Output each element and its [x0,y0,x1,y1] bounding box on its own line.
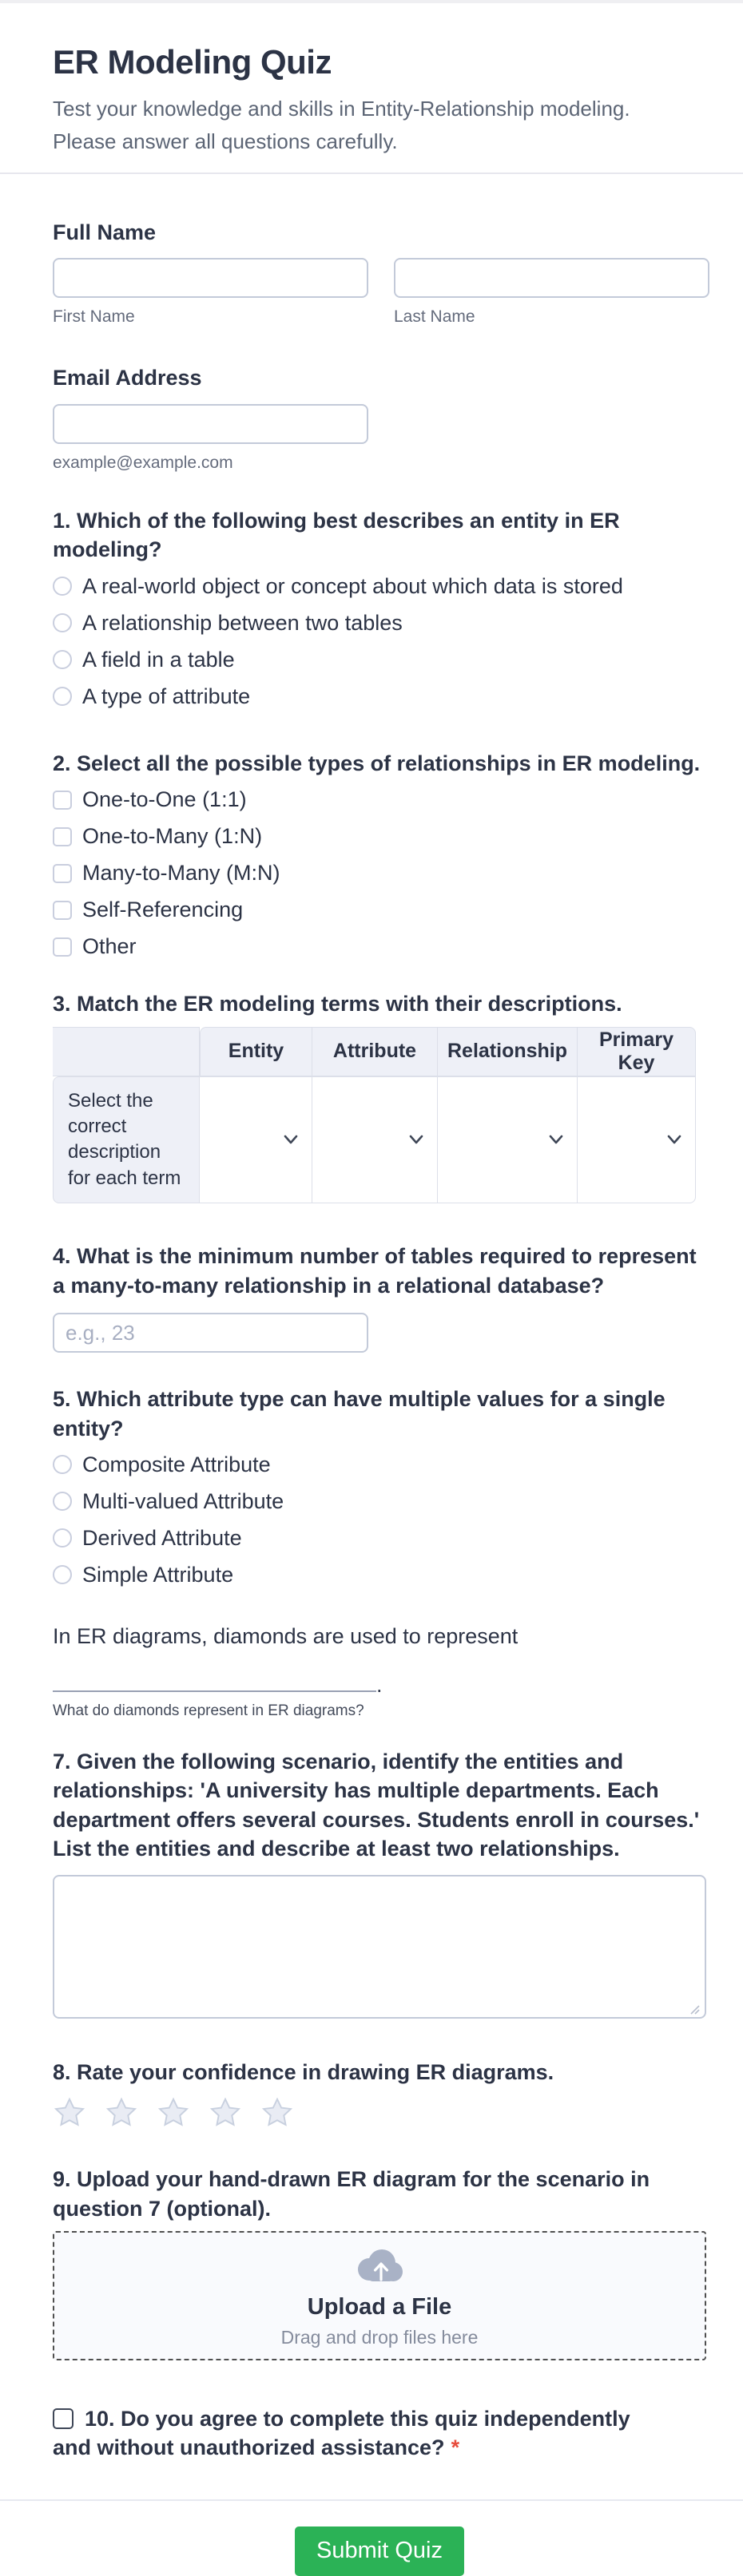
matrix-col-header: Attribute [312,1027,438,1076]
q2-label: 2. Select all the possible types of relationships in ER modeling. [53,751,701,775]
matrix-table [53,1027,696,1204]
q2-option-label: Other [82,934,137,959]
q2-option-label: Many-to-Many (M:N) [82,861,280,886]
q1-option-row[interactable] [53,574,706,599]
q5-option-row[interactable] [53,1526,706,1551]
email-label: Email Address [53,366,202,390]
upload-cloud-icon [348,2243,411,2288]
q6-blank-row [53,1673,706,1698]
form-header [0,3,743,174]
matrix-corner-cell [53,1027,200,1076]
checkbox-icon[interactable] [53,901,72,920]
radio-icon[interactable] [53,1565,72,1584]
question-7 [53,1747,706,2023]
q5-option-label: Multi-valued Attribute [82,1488,284,1513]
first-name-col [53,258,368,327]
matrix-dropdown-attribute[interactable] [312,1076,438,1204]
star-icon[interactable] [157,2096,190,2130]
question-3 [53,989,706,1203]
question-6 [53,1624,706,1720]
q6-blank-input[interactable] [53,1687,376,1692]
question-5 [53,1385,706,1587]
q5-option-row[interactable] [53,1489,706,1514]
file-upload-dropzone[interactable] [53,2231,706,2360]
q5-option-label: Composite Attribute [82,1452,271,1476]
star-icon[interactable] [260,2096,294,2130]
q6-sublabel: What do diamonds represent in ER diagrams? [53,1702,364,1719]
q1-option-row[interactable] [53,611,706,636]
q4-label: 4. What is the minimum number of tables required to represent a many-to-many relationship in a relational database? [53,1244,697,1298]
q1-option-label: A type of attribute [82,684,251,708]
q4-number-input[interactable] [53,1313,368,1353]
q1-option-row[interactable] [53,684,706,709]
radio-icon[interactable] [53,650,72,669]
checkbox-icon[interactable] [53,827,72,846]
question-email [53,363,706,472]
q5-label: 5. Which attribute type can have multiple values for a single entity? [53,1387,666,1441]
full-name-row [53,258,706,327]
q2-option-row[interactable] [53,861,706,886]
matrix-col-header: Relationship [438,1027,578,1076]
q7-label: 7. Given the following scenario, identify the entities and relationships: 'A university has multiple departments. Each department offers several courses. Students enroll in courses.' List the entities and describe at least two relationships. [53,1749,700,1861]
q2-option-row[interactable] [53,898,706,922]
matrix-row-header: Select the correct description for each term [53,1076,200,1204]
q10-label: 10. Do you agree to complete this quiz independently and without unauthorized assistance? [53,2407,630,2459]
matrix-dropdown-primary-key[interactable] [578,1076,696,1204]
q5-option-label: Derived Attribute [82,1525,242,1550]
question-8 [53,2058,706,2130]
radio-icon[interactable] [53,577,72,596]
question-1 [53,506,706,709]
q2-option-label: One-to-Many (1:N) [82,824,263,849]
q1-option-label: A relationship between two tables [82,610,403,635]
checkbox-icon[interactable] [53,791,72,810]
q3-label: 3. Match the ER modeling terms with their descriptions. [53,992,622,1017]
question-4 [53,1242,706,1353]
radio-icon[interactable] [53,613,72,632]
upload-hint: Drag and drop files here [280,2327,479,2348]
star-icon[interactable] [53,2096,86,2130]
last-name-col [394,258,709,327]
star-icon[interactable] [209,2096,242,2130]
footer-divider [0,2499,743,2501]
matrix-dropdown-relationship[interactable] [438,1076,578,1204]
q1-label: 1. Which of the following best describes an entity in ER modeling? [53,508,620,562]
matrix-col-header: Primary Key [578,1027,696,1076]
matrix-dropdown-entity[interactable] [200,1076,312,1204]
q6-sentence: In ER diagrams, diamonds are used to represent [53,1623,519,1648]
q2-option-row[interactable] [53,787,706,812]
quiz-form [0,218,743,2576]
q2-option-row[interactable] [53,824,706,849]
star-icon[interactable] [105,2096,138,2130]
page-subtitle: Test your knowledge and skills in Entity-Relationship modeling. Please answer all questions carefully. [53,97,630,154]
chevron-down-icon [408,1134,424,1145]
q5-option-label: Simple Attribute [82,1562,234,1587]
resize-grip-icon[interactable] [689,2003,700,2015]
required-asterisk: * [451,2435,460,2459]
email-sublabel: example@example.com [53,453,233,472]
q9-label: 9. Upload your hand-drawn ER diagram for the scenario in question 7 (optional). [53,2167,650,2221]
last-name-input[interactable] [394,258,709,298]
question-10 [53,2405,644,2463]
chevron-down-icon [548,1134,564,1145]
checkbox-icon[interactable] [53,864,72,883]
q2-option-row[interactable] [53,934,706,959]
page-title: ER Modeling Quiz [53,43,332,81]
q2-option-label: One-to-One (1:1) [82,787,247,812]
first-name-input[interactable] [53,258,368,298]
q8-label: 8. Rate your confidence in drawing ER diagrams. [53,2059,554,2084]
radio-icon[interactable] [53,1528,72,1548]
q5-option-row[interactable] [53,1563,706,1587]
question-9 [53,2165,706,2360]
question-2 [53,749,706,959]
chevron-down-icon [283,1134,299,1145]
first-name-sublabel: First Name [53,307,135,327]
email-input[interactable] [53,404,368,444]
question-full-name [53,218,706,327]
checkbox-icon[interactable] [53,937,72,957]
q7-textarea[interactable] [53,1875,706,2019]
q5-option-row[interactable] [53,1452,706,1477]
upload-title: Upload a File [307,2294,452,2320]
q1-option-label: A real-world object or concept about which data is stored [82,573,623,598]
q1-option-label: A field in a table [82,647,235,672]
submit-button[interactable]: Submit Quiz [295,2526,464,2576]
q2-option-label: Self-Referencing [82,898,244,922]
last-name-sublabel: Last Name [394,307,475,327]
q6-sentence-period: . [376,1672,383,1697]
q1-option-row[interactable] [53,648,706,672]
radio-icon[interactable] [53,1455,72,1474]
agree-checkbox[interactable] [53,2408,74,2429]
radio-icon[interactable] [53,687,72,706]
radio-icon[interactable] [53,1492,72,1511]
matrix-col-header: Entity [200,1027,312,1076]
full-name-label: Full Name [53,220,157,244]
q7-textarea-wrap [53,1875,706,2023]
star-rating [53,2096,706,2130]
chevron-down-icon [666,1134,682,1145]
